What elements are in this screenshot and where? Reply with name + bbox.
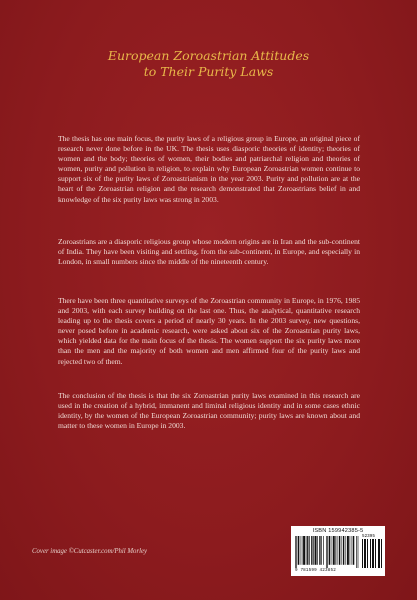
book-title-line-2: to Their Purity Laws — [143, 64, 274, 79]
blurb-paragraph-1: The thesis has one main focus, the purity laws of a religious group in Europe, an original piece of research never done before in the UK. The thesis uses diasporic theories of identity; theories of women and the body; theories of women, their bodies and patriarchal religion and theories of women, purity and pollution in religion, to explain why European Zoroastrian women continue to support six of the purity laws of Zoroastrianism in the year 2003. Purity and pollution are at the heart of the Zoroastrian religion and the research demonstrated that Zoroastrians belief in and knowledge of the six purity laws was strong in 2003. — [58, 134, 360, 204]
book-title-line-1: European Zoroastrian Attitudes — [107, 48, 310, 63]
ean-barcode-bars — [295, 536, 359, 568]
blurb-paragraph-3: There have been three quantitative surveys of the Zoroastrian community in Europe, in 1976, 1985 and 2003, with each survey building on the last one. Thus, the analytical, quantitative research leading up to the thesis covers a period of nearly 30 years. In the 2003 survey, new questions, never posed before in academic research, were asked about six of the Zoroastrian purity laws, which yielded data for the main focus of the thesis. The women support the six purity laws more than the men and the majority of both women and men affirmed four of the purity laws and rejected two of them. — [58, 296, 360, 366]
isbn-label: ISBN 159942385-5 — [312, 528, 364, 534]
ean-digits: 9 781599 423852 — [295, 568, 336, 573]
blurb-paragraph-2: Zoroastrians are a diasporic religious group whose modern origins are in Iran and the sub-continent of India. They have been visiting and settling, from the sub-continent, in Europe, and especially in London, in small numbers since the middle of the nineteenth century. — [58, 237, 360, 267]
isbn-barcode — [291, 526, 385, 576]
blurb-paragraph-4: The conclusion of the thesis is that the six Zoroastrian purity laws examined in this research are used in the creation of a hybrid, immanent and liminal religious identity and in some cases ethnic identity, by the women of the European Zoroastrian community; purity laws are known about and matter to these women in Europe in 2003. — [58, 391, 360, 431]
cover-image-credit: Cover image ©Cutcaster.com/Phil Morley — [32, 548, 148, 555]
addon-barcode-bars — [362, 539, 382, 568]
addon-digits: 52395 — [362, 534, 375, 539]
